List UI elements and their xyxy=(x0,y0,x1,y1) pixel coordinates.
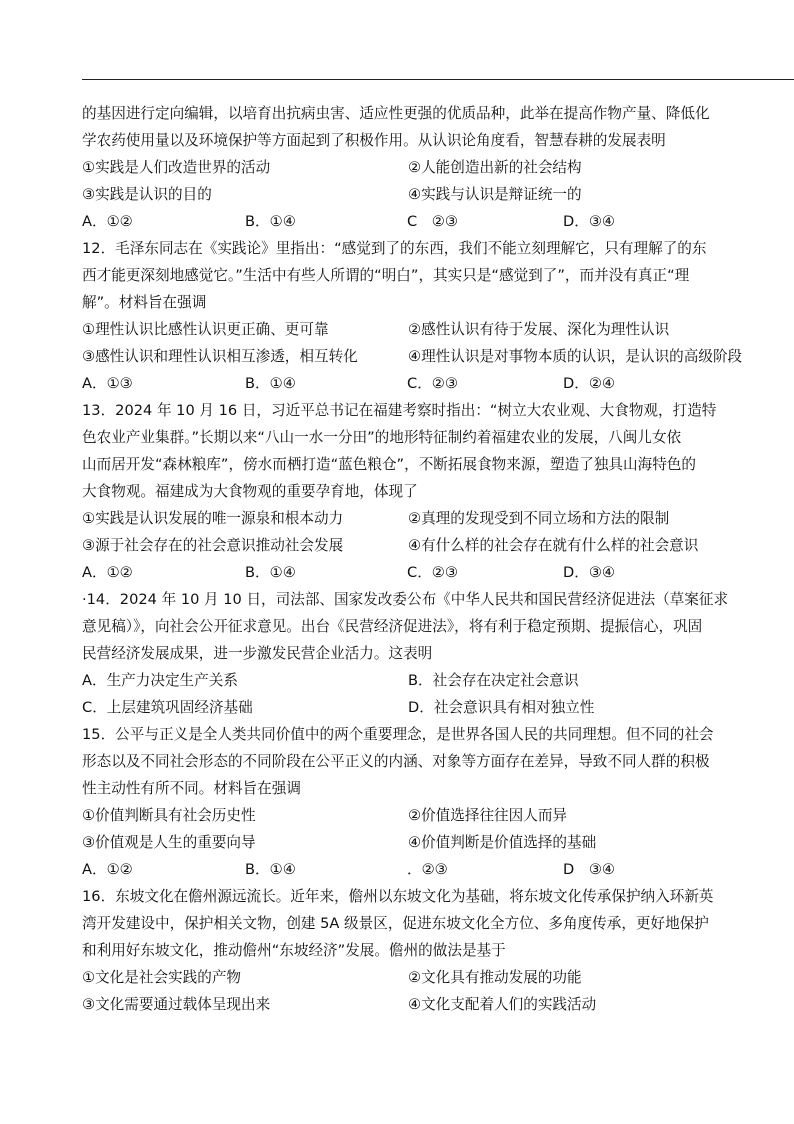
statement-1: ①文化是社会实践的产物 xyxy=(82,969,242,986)
question-content xyxy=(82,100,782,1018)
statement-1: ①实践是人们改造世界的活动 xyxy=(82,159,271,176)
choice-c: C．②③ xyxy=(407,564,458,581)
choice-row xyxy=(82,856,782,883)
choice-c: C ②③ xyxy=(407,213,458,230)
statement-3: ③文化需要通过载体呈现出来 xyxy=(82,996,271,1013)
choice-b: B．①④ xyxy=(245,375,296,392)
statement-2: ②文化具有推动发展的功能 xyxy=(408,969,582,986)
option-d: D．社会意识具有相对独立性 xyxy=(408,699,595,716)
option-row xyxy=(82,667,782,694)
statement-2: ②感性认识有待于发展、深化为理性认识 xyxy=(408,321,670,338)
question-text-line: 民营经济发展成果，进一步激发民营企业活力。这表明 xyxy=(82,645,433,662)
question-text-line: 的基因进行定向编辑，以培育出抗病虫害、适应性更强的优质品种，此举在提高作物产量、降低化 xyxy=(82,105,710,122)
statement-4: ④理性认识是对事物本质的认识，是认识的高级阶段 xyxy=(408,348,743,365)
choice-c: ．②③ xyxy=(407,861,448,878)
question-text-line: 13．2024 年 10 月 16 日，习近平总书记在福建考察时指出：“树立大农业观、大食物观，打造特 xyxy=(82,402,717,419)
choice-row xyxy=(82,559,782,586)
question-text-line: 15．公平与正义是全人类共同价值中的两个重要理念，是世界各国人民的共同理想。但不同的社会 xyxy=(82,726,714,743)
option-a: A．生产力决定生产关系 xyxy=(82,672,238,689)
statement-row xyxy=(82,181,782,208)
question-15 xyxy=(82,721,782,883)
statement-row xyxy=(82,316,782,343)
header-rule xyxy=(82,79,794,80)
question-12 xyxy=(82,235,782,397)
question-text-line: 形态以及不同社会形态的不同阶段在公平正义的内涵、对象等方面存在差异，导致不同人群的积极 xyxy=(82,753,710,770)
question-text-line: 性主动性有所不同。材料旨在强调 xyxy=(82,780,301,797)
statement-row xyxy=(82,964,782,991)
statement-row xyxy=(82,991,782,1018)
choice-d: D．②④ xyxy=(563,375,615,392)
statement-4: ④实践与认识是辩证统一的 xyxy=(408,186,582,203)
statement-row xyxy=(82,802,782,829)
question-text-line: ·14．2024 年 10 月 10 日，司法部、国家发改委公布《中华人民共和国民营经济促进法（草案征求 xyxy=(82,591,729,608)
statement-2: ②价值选择往往因人而异 xyxy=(408,807,568,824)
choice-a: A．①② xyxy=(82,213,133,230)
question-text-line: 解”。材料旨在强调 xyxy=(82,294,207,311)
choice-d: D．③④ xyxy=(563,213,615,230)
question-14 xyxy=(82,586,782,721)
question-text-line: 和利用好东坡文化，推动儋州“东坡经济”发展。儋州的做法是基于 xyxy=(82,942,506,959)
statement-2: ②人能创造出新的社会结构 xyxy=(408,159,582,176)
statement-4: ④有什么样的社会存在就有什么样的社会意识 xyxy=(408,537,699,554)
choice-b: B．①④ xyxy=(245,213,296,230)
statement-4: ④文化支配着人们的实践活动 xyxy=(408,996,597,1013)
question-text-line: 西才能更深刻地感觉它。”生活中有些人所谓的“明白”，其实只是“感觉到了”，而并没有真正“理 xyxy=(82,267,690,284)
question-text-line: 12．毛泽东同志在《实践论》里指出：“感觉到了的东西，我们不能立刻理解它，只有理解了的东 xyxy=(82,240,707,257)
choice-b: B．①④ xyxy=(245,564,296,581)
question-text-line: 湾开发建设中，保护相关文物，创建 5A 级景区，促进东坡文化全方位、多角度传承，更好地保护 xyxy=(82,915,709,932)
choice-row xyxy=(82,370,782,397)
question-text-line: 意见稿）》，向社会公开征求意见。出台《民营经济促进法》，将有利于稳定预期、提振信心，巩固 xyxy=(82,618,703,635)
statement-2: ②真理的发现受到不同立场和方法的限制 xyxy=(408,510,670,527)
choice-d: D．③④ xyxy=(563,564,615,581)
choice-b: B．①④ xyxy=(245,861,296,878)
statement-row xyxy=(82,343,782,370)
option-row xyxy=(82,694,782,721)
statement-1: ①实践是认识发展的唯一源泉和根本动力 xyxy=(82,510,344,527)
statement-row xyxy=(82,829,782,856)
choice-d: D ③④ xyxy=(563,861,615,878)
question-text-line: 大食物观。福建成为大食物观的重要孕育地，体现了 xyxy=(82,483,418,500)
question-text-line: 色农业产业集群。”长期以来“八山一水一分田”的地形特征制约着福建农业的发展，八闽儿女依 xyxy=(82,429,682,446)
statement-row xyxy=(82,532,782,559)
question-13 xyxy=(82,397,782,586)
statement-1: ①理性认识比感性认识更正确、更可靠 xyxy=(82,321,329,338)
choice-row xyxy=(82,208,782,235)
statement-3: ③感性认识和理性认识相互渗透，相互转化 xyxy=(82,348,358,365)
choice-a: A．①② xyxy=(82,564,133,581)
question-11-continuation xyxy=(82,100,782,235)
question-text-line: 学农药使用量以及环境保护等方面起到了积极作用。从认识论角度看，智慧春耕的发展表明 xyxy=(82,132,666,149)
question-16 xyxy=(82,883,782,1018)
question-text-line: 16．东坡文化在儋州源远流长。近年来，儋州以东坡文化为基础，将东坡文化传承保护纳入环新英 xyxy=(82,888,714,905)
statement-1: ①价值判断具有社会历史性 xyxy=(82,807,256,824)
statement-row xyxy=(82,154,782,181)
statement-3: ③实践是认识的目的 xyxy=(82,186,212,203)
choice-c: C．②③ xyxy=(407,375,458,392)
statement-4: ④价值判断是价值选择的基础 xyxy=(408,834,597,851)
option-b: B．社会存在决定社会意识 xyxy=(408,672,579,689)
choice-a: A．①② xyxy=(82,861,133,878)
option-c: C．上层建筑巩固经济基础 xyxy=(82,699,253,716)
choice-a: A．①③ xyxy=(82,375,133,392)
statement-row xyxy=(82,505,782,532)
question-text-line: 山而居开发“森林粮库”，傍水而栖打造“蓝色粮仓”，不断拓展食物来源，塑造了独具山海特色的 xyxy=(82,456,696,473)
statement-3: ③价值观是人生的重要向导 xyxy=(82,834,256,851)
statement-3: ③源于社会存在的社会意识推动社会发展 xyxy=(82,537,344,554)
